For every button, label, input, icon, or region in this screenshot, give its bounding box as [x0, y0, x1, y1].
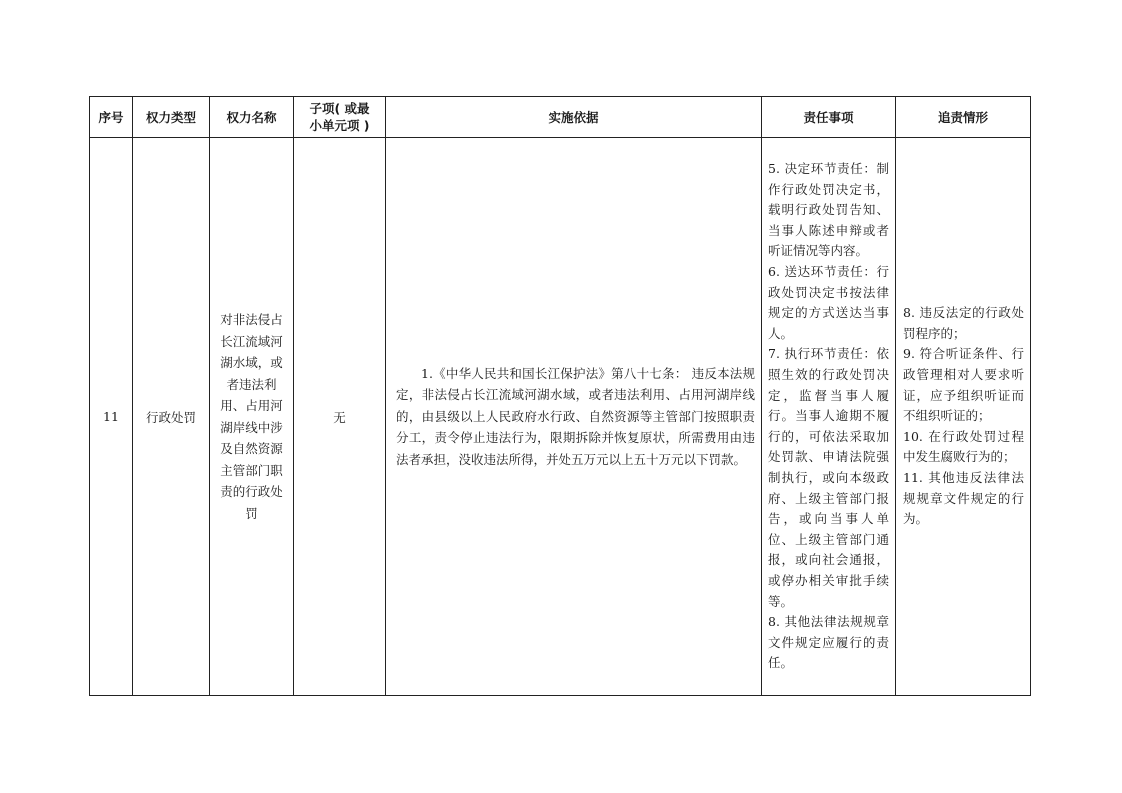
cell-accountability	[896, 138, 1031, 696]
header-basis: 实施依据	[386, 97, 762, 138]
header-responsibility: 责任事项	[762, 97, 896, 138]
header-subitem	[294, 97, 386, 138]
table-row	[90, 138, 1031, 696]
table-header-row	[90, 97, 1031, 138]
header-subitem-label: 子项( 或最小单元项 )	[309, 101, 370, 133]
power-list-table	[89, 96, 1031, 696]
cell-power-type: 行政处罚	[133, 138, 210, 696]
cell-seq: 11	[90, 138, 133, 696]
header-seq: 序号	[90, 97, 133, 138]
cell-responsibility	[762, 138, 896, 696]
basis-text: 1.《中华人民共和国长江保护法》第八十七条： 违反本法规定，非法侵占长江流域河湖水域，或者违法利用、占用河湖岸线的，由县级以上人民政府水行政、自然资源等主管部门按照职责分工，责令停止违法行为，限期拆除并恢复原状，所需费用由违法者承担，没收违法所得，并处五万元以上五十万元以下罚款。	[396, 365, 755, 467]
header-power-type: 权力类型	[133, 97, 210, 138]
header-accountability: 追责情形	[896, 97, 1031, 138]
header-power-name: 权力名称	[210, 97, 294, 138]
power-name-text: 对非法侵占长江流域河湖水域，或者违法利用、占用河湖岸线中涉及自然资源主管部门职责的行政处罚	[220, 312, 283, 521]
cell-power-name	[210, 138, 294, 696]
responsibility-text: 5. 决定环节责任：制作行政处罚决定书，载明行政处罚告知、当事人陈述申辩或者听证情况等内容。 6. 送达环节责任：行政处罚决定书按法律规定的方式送达当事人。 7. 执行环节责任：依照生效的行政处罚决定，监督当事人履行。当事人逾期不履行的，可依法采取加处罚款、申请法院强制执行，或向本级政府、上级主管部门报告，或向当事人单位、上级主管部门通报，或向社会通报，或停办相关审批手续等。 8. 其他法律法规规章文件规定应履行的责任。	[768, 161, 889, 671]
cell-subitem: 无	[294, 138, 386, 696]
accountability-text: 8. 违反法定的行政处罚程序的； 9. 符合听证条件、行政管理相对人要求听证，应予组织听证而不组织听证的； 10. 在行政处罚过程中发生腐败行为的； 11. 其他违反法律法规规章文件规定的行为。	[903, 305, 1024, 527]
cell-basis	[386, 138, 762, 696]
